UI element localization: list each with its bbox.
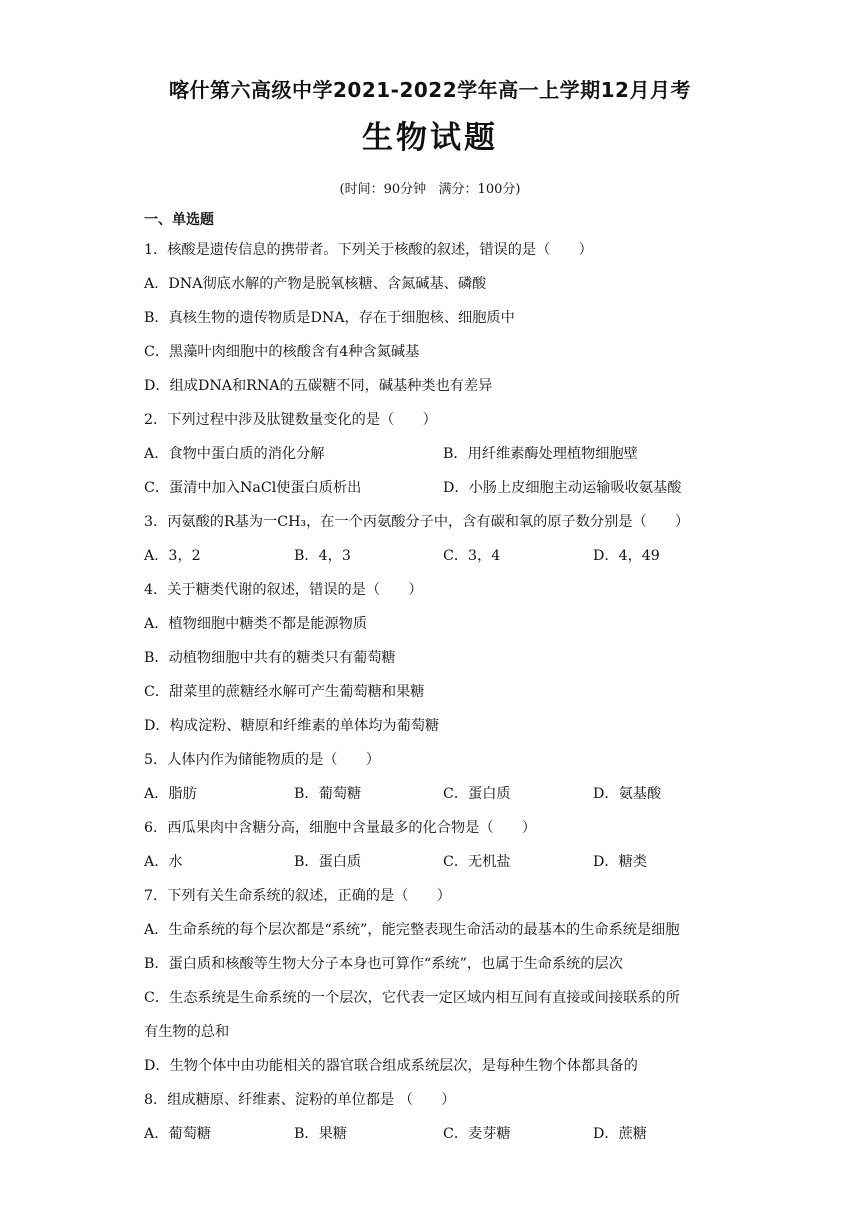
answer-option: D．生物个体中由功能相关的器官联合组成系统层次，是每种生物个体都具备的 xyxy=(144,1058,638,1074)
answer-option: C．蛋清中加入NaCl使蛋白质析出 xyxy=(144,480,362,496)
question-stem: 5．人体内作为储能物质的是（ ） xyxy=(144,752,381,768)
answer-option: B．蛋白质和核酸等生物大分子本身也可算作“系统”，也属于生命系统的层次 xyxy=(144,956,623,972)
exam-time-score-info: (时间：90分钟 满分：100分) xyxy=(339,182,521,197)
answer-option: A．生命系统的每个层次都是“系统”，能完整表现生命活动的最基本的生命系统是细胞 xyxy=(144,922,680,938)
question-block xyxy=(144,1083,724,1151)
answer-option: D．构成淀粉、糖原和纤维素的单体均为葡萄糖 xyxy=(144,718,440,734)
answer-option: C．3，4 xyxy=(443,548,501,564)
answer-option: A．食物中蛋白质的消化分解 xyxy=(144,446,325,462)
question-stem: 6．西瓜果肉中含糖分高，细胞中含量最多的化合物是（ ） xyxy=(144,820,537,836)
answer-option: C．生态系统是生命系统的一个层次，它代表一定区域内相互间有直接或间接联系的所 xyxy=(144,990,680,1006)
answer-option: A．葡萄糖 xyxy=(144,1126,211,1142)
answer-option: 有生物的总和 xyxy=(144,1024,230,1040)
section-title-single-choice: 一、单选题 xyxy=(144,212,214,228)
question-stem: 4．关于糖类代谢的叙述，错误的是（ ） xyxy=(144,582,423,598)
answer-option: C．黑藻叶肉细胞中的核酸含有4种含氮碱基 xyxy=(144,344,420,360)
question-stem: 2．下列过程中涉及肽键数量变化的是（ ） xyxy=(144,412,437,428)
answer-option: A．DNA彻底水解的产物是脱氧核糖、含氮碱基、磷酸 xyxy=(144,276,487,292)
question-block xyxy=(144,403,724,505)
question-block xyxy=(144,573,724,743)
answer-option: A．植物细胞中糖类不都是能源物质 xyxy=(144,616,368,632)
question-stem: 7．下列有关生命系统的叙述，正确的是（ ） xyxy=(144,888,451,904)
answer-option: D．氨基酸 xyxy=(593,786,662,802)
answer-option: A．脂肪 xyxy=(144,786,197,802)
answer-option: B．动植物细胞中共有的糖类只有葡萄糖 xyxy=(144,650,396,666)
answer-option: D．糖类 xyxy=(593,854,647,870)
question-stem: 8．组成糖原、纤维素、淀粉的单位都是 （ ） xyxy=(144,1092,456,1108)
answer-option: C．麦芽糖 xyxy=(443,1126,511,1142)
answer-option: B．蛋白质 xyxy=(294,854,362,870)
answer-option: C．甜菜里的蔗糖经水解可产生葡萄糖和果糖 xyxy=(144,684,425,700)
answer-option-row xyxy=(144,1117,724,1151)
answer-option: A．3，2 xyxy=(144,548,201,564)
answer-option-row xyxy=(144,539,724,573)
answer-option: D．小肠上皮细胞主动运输吸收氨基酸 xyxy=(443,480,682,496)
answer-option: D．组成DNA和RNA的五碳糖不同，碱基种类也有差异 xyxy=(144,378,493,394)
answer-option-row xyxy=(144,777,724,811)
answer-option: B．果糖 xyxy=(294,1126,347,1142)
answer-option: C．无机盐 xyxy=(443,854,511,870)
exam-title: 喀什第六高级中学2021-2022学年高一上学期12月月考 xyxy=(169,78,691,102)
question-block xyxy=(144,505,724,573)
answer-option: B．用纤维素酶处理植物细胞壁 xyxy=(443,446,638,462)
answer-option: D．蔗糖 xyxy=(593,1126,647,1142)
question-stem: 3．丙氨酸的R基为一CH₃，在一个丙氨酸分子中，含有碳和氧的原子数分别是（ ） xyxy=(144,514,690,530)
answer-option: B．真核生物的遗传物质是DNA，存在于细胞核、细胞质中 xyxy=(144,310,515,326)
question-block xyxy=(144,233,724,403)
exam-subject-title: 生物试题 xyxy=(362,120,498,156)
answer-option: C．蛋白质 xyxy=(443,786,511,802)
question-block xyxy=(144,811,724,879)
question-block xyxy=(144,879,724,1083)
answer-option-row xyxy=(144,471,724,505)
question-list xyxy=(144,233,724,1151)
answer-option: A．水 xyxy=(144,854,183,870)
answer-option: B．葡萄糖 xyxy=(294,786,362,802)
answer-option-row xyxy=(144,845,724,879)
question-block xyxy=(144,743,724,811)
answer-option: B．4，3 xyxy=(294,548,351,564)
question-stem: 1．核酸是遗传信息的携带者。下列关于核酸的叙述，错误的是（ ） xyxy=(144,242,593,258)
answer-option: D．4，49 xyxy=(593,548,660,564)
answer-option-row xyxy=(144,437,724,471)
